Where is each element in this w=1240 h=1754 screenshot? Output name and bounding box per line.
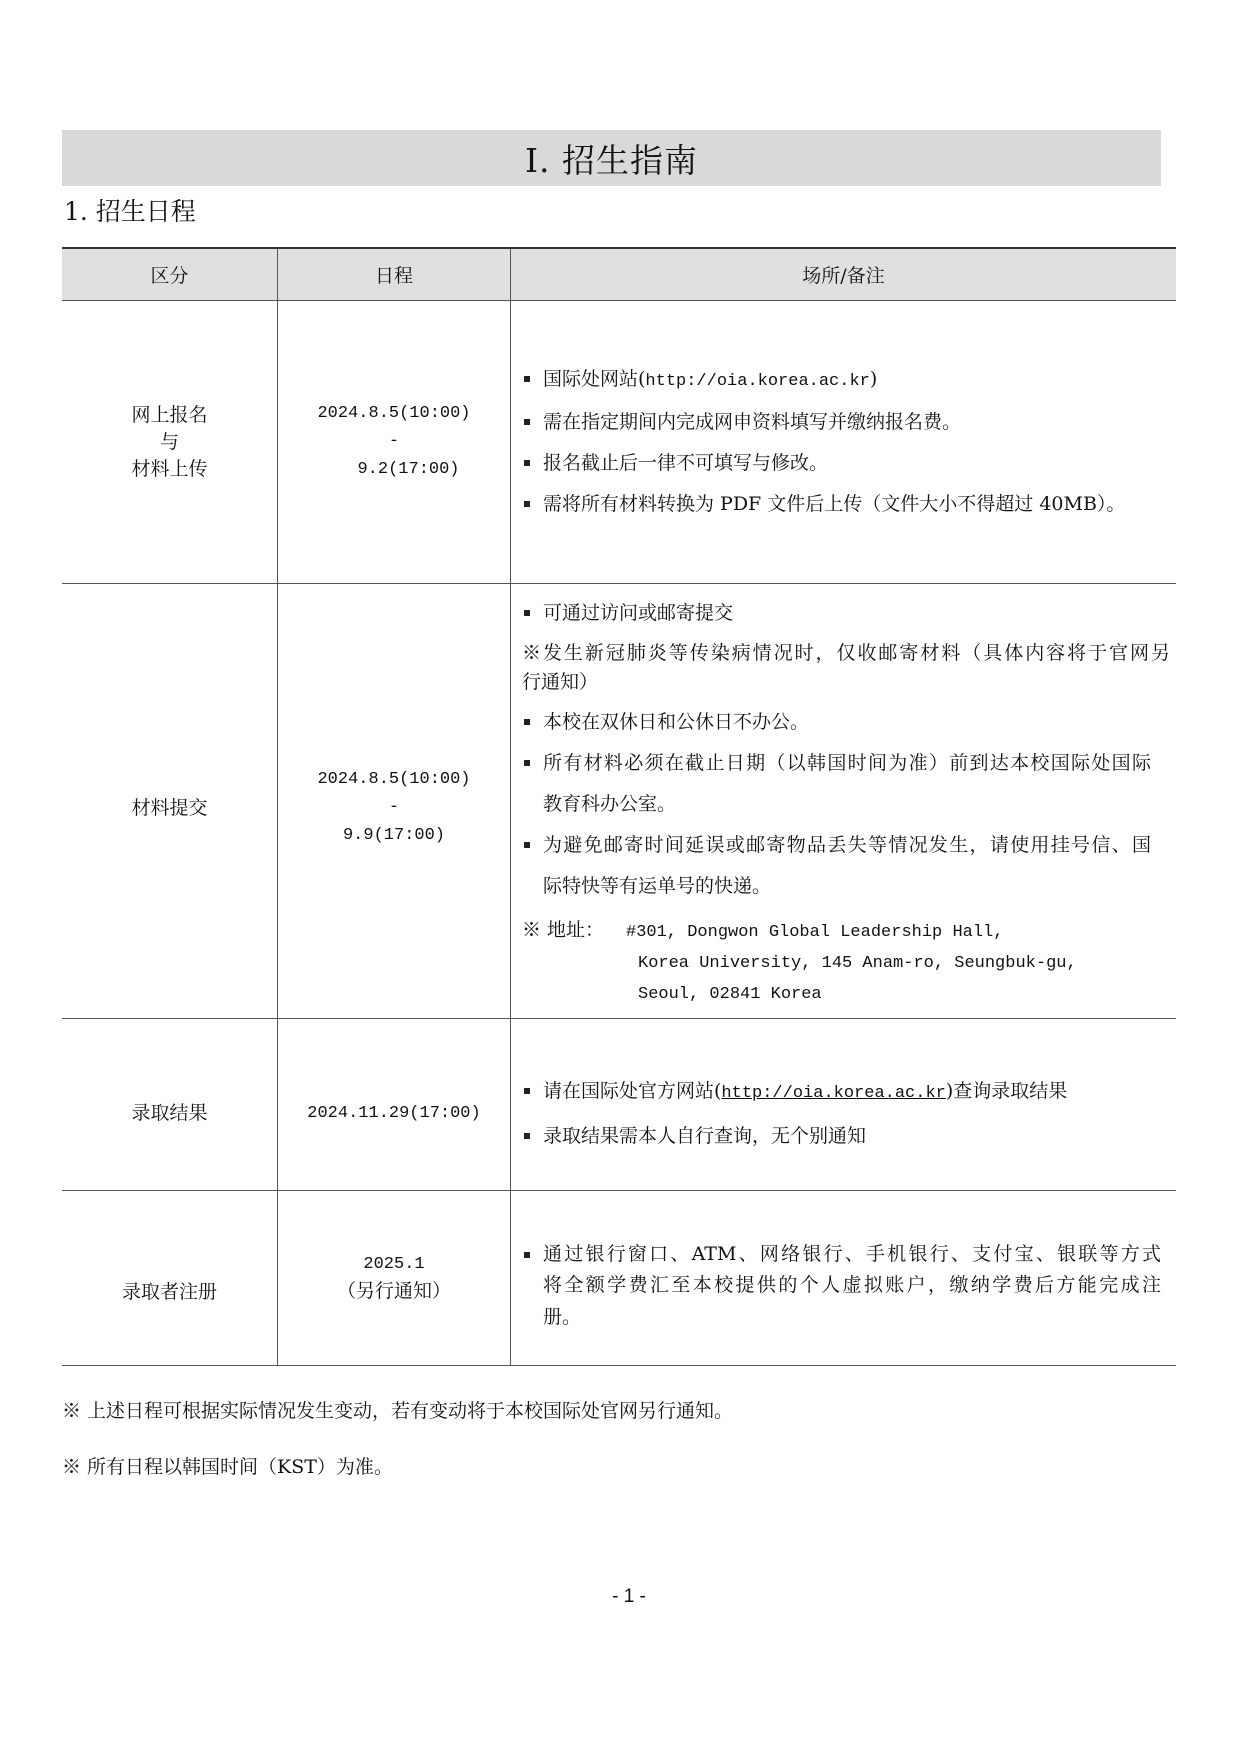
note-bullet-item	[524, 1239, 1176, 1334]
note-bullet-item	[524, 743, 1176, 825]
table-row	[62, 584, 1176, 1019]
category-line: 材料提交	[131, 796, 208, 819]
category-cell	[62, 301, 278, 583]
note-remark-line: 行通知）	[522, 670, 599, 693]
notes-cell	[511, 1191, 1176, 1365]
header-cell-notes: 场所/备注	[802, 265, 885, 287]
notes-cell	[511, 584, 1176, 1018]
schedule-start: 2024.8.5(10:00)	[317, 404, 471, 423]
mailing-address	[522, 915, 1176, 1010]
schedule-start: 2024.8.5(10:00)	[317, 770, 471, 789]
note-text-prefix: 国际处网站(	[543, 368, 646, 390]
schedule-cell	[278, 584, 511, 1018]
note-text-line: 册。	[543, 1305, 582, 1328]
note-text-suffix: )	[869, 368, 878, 390]
note-text-line: 教育科办公室。	[543, 792, 677, 815]
address-label: ※ 地址：	[522, 918, 605, 941]
note-text-line: 所有材料必须在截止日期（以韩国时间为准）前到达本校国际处国际	[543, 751, 1151, 774]
bullet-square-icon	[524, 1088, 530, 1094]
note-text	[543, 359, 877, 402]
schedule-cell	[278, 301, 511, 583]
category-cell	[62, 1191, 278, 1365]
chapter-title: Ⅰ. 招生指南	[524, 140, 698, 180]
note-text	[543, 1239, 1161, 1334]
bullet-square-icon	[524, 460, 530, 466]
note-text	[543, 1070, 1067, 1115]
page-number: - 1 -	[612, 1586, 646, 1607]
table-row	[62, 1019, 1176, 1191]
category-cell	[62, 584, 278, 1018]
bullet-square-icon	[524, 760, 530, 766]
note-text-line: 际特快等有运单号的快递。	[543, 874, 772, 897]
bullet-square-icon	[524, 376, 530, 382]
section-heading: 1. 招生日程	[64, 197, 196, 226]
note-text-line: 通过银行窗口、ATM、网络银行、手机银行、支付宝、银联等方式	[543, 1242, 1161, 1265]
bullet-square-icon	[524, 1252, 530, 1258]
note-text: 需在指定期间内完成网申资料填写并缴纳报名费。	[543, 411, 962, 433]
schedule-dash: -	[388, 798, 400, 817]
note-text: 录取结果需本人自行查询，无个别通知	[543, 1125, 867, 1147]
table-row	[62, 301, 1176, 584]
note-text	[543, 825, 1151, 907]
address-line: Korea University, 145 Anam-ro, Seungbuk-gu,	[638, 953, 1077, 973]
note-bullet-item	[524, 702, 1176, 743]
note-bullet-item	[524, 1115, 1176, 1157]
footnote: ※ 所有日程以韩国时间（KST）为准。	[62, 1456, 393, 1478]
address-line: Seoul, 02841 Korea	[638, 984, 822, 1004]
note-bullet-item	[524, 402, 1176, 443]
table-row	[62, 1191, 1176, 1366]
note-text-prefix: 请在国际处官方网站(	[543, 1080, 722, 1102]
note-bullet-item	[524, 1070, 1176, 1115]
notes-cell	[511, 301, 1176, 583]
note-text: 可通过访问或邮寄提交	[543, 601, 734, 624]
bullet-square-icon	[524, 610, 530, 616]
website-link[interactable]: http://oia.korea.ac.kr	[721, 1084, 946, 1103]
bullet-square-icon	[524, 419, 530, 425]
bullet-square-icon	[524, 719, 530, 725]
schedule-remark: （另行通知）	[336, 1280, 451, 1302]
address-line: #301, Dongwon Global Leadership Hall,	[626, 922, 1004, 942]
category-cell	[62, 1019, 278, 1190]
schedule-end: 9.9(17:00)	[342, 826, 446, 845]
header-cell-category: 区分	[62, 249, 278, 300]
category-line: 材料上传	[131, 457, 208, 480]
bullet-square-icon	[524, 501, 530, 507]
address-first-line	[522, 915, 1176, 948]
schedule-date: 2025.1	[363, 1255, 425, 1274]
note-text: 报名截止后一律不可填写与修改。	[543, 452, 829, 474]
table-header-row	[62, 247, 1176, 301]
category-line: 录取结果	[131, 1102, 208, 1124]
bullet-square-icon	[524, 842, 530, 848]
note-text: 需将所有材料转换为 PDF 文件后上传（文件大小不得超过 40MB）。	[543, 493, 1126, 515]
category-line: 与	[159, 430, 179, 453]
notes-cell	[511, 1019, 1176, 1190]
note-text-line: 将全额学费汇至本校提供的个人虚拟账户，缴纳学费后方能完成注	[543, 1274, 1161, 1297]
note-bullet-item	[524, 593, 1176, 634]
schedule-cell	[278, 1019, 511, 1190]
schedule-date: 2024.11.29(17:00)	[307, 1103, 481, 1123]
category-line: 网上报名	[131, 403, 208, 426]
note-text-line: 为避免邮寄时间延误或邮寄物品丢失等情况发生，请使用挂号信、国	[543, 833, 1151, 856]
website-url: http://oia.korea.ac.kr	[645, 372, 870, 391]
admission-schedule-table	[62, 247, 1176, 1366]
note-bullet-item	[524, 443, 1176, 484]
schedule-end: 9.2(17:00)	[357, 460, 460, 479]
schedule-dash: -	[388, 432, 400, 451]
header-cell-schedule: 日程	[278, 249, 511, 300]
bullet-square-icon	[524, 1133, 530, 1139]
note-remark-line: ※发生新冠肺炎等传染病情况时，仅收邮寄材料（具体内容将于官网另	[522, 641, 1170, 664]
schedule-cell	[278, 1191, 511, 1365]
category-line: 录取者注册	[121, 1281, 217, 1303]
note-text-suffix: )查询录取结果	[945, 1080, 1068, 1102]
note-remark	[522, 639, 1176, 697]
note-bullet-item	[524, 484, 1176, 525]
note-text: 本校在双休日和公休日不办公。	[543, 710, 810, 733]
note-bullet-item	[524, 359, 1176, 402]
note-text	[543, 743, 1151, 825]
footnote: ※ 上述日程可根据实际情况发生变动，若有变动将于本校国际处官网另行通知。	[62, 1400, 734, 1422]
note-bullet-item	[524, 825, 1176, 907]
chapter-title-bar	[62, 130, 1161, 186]
